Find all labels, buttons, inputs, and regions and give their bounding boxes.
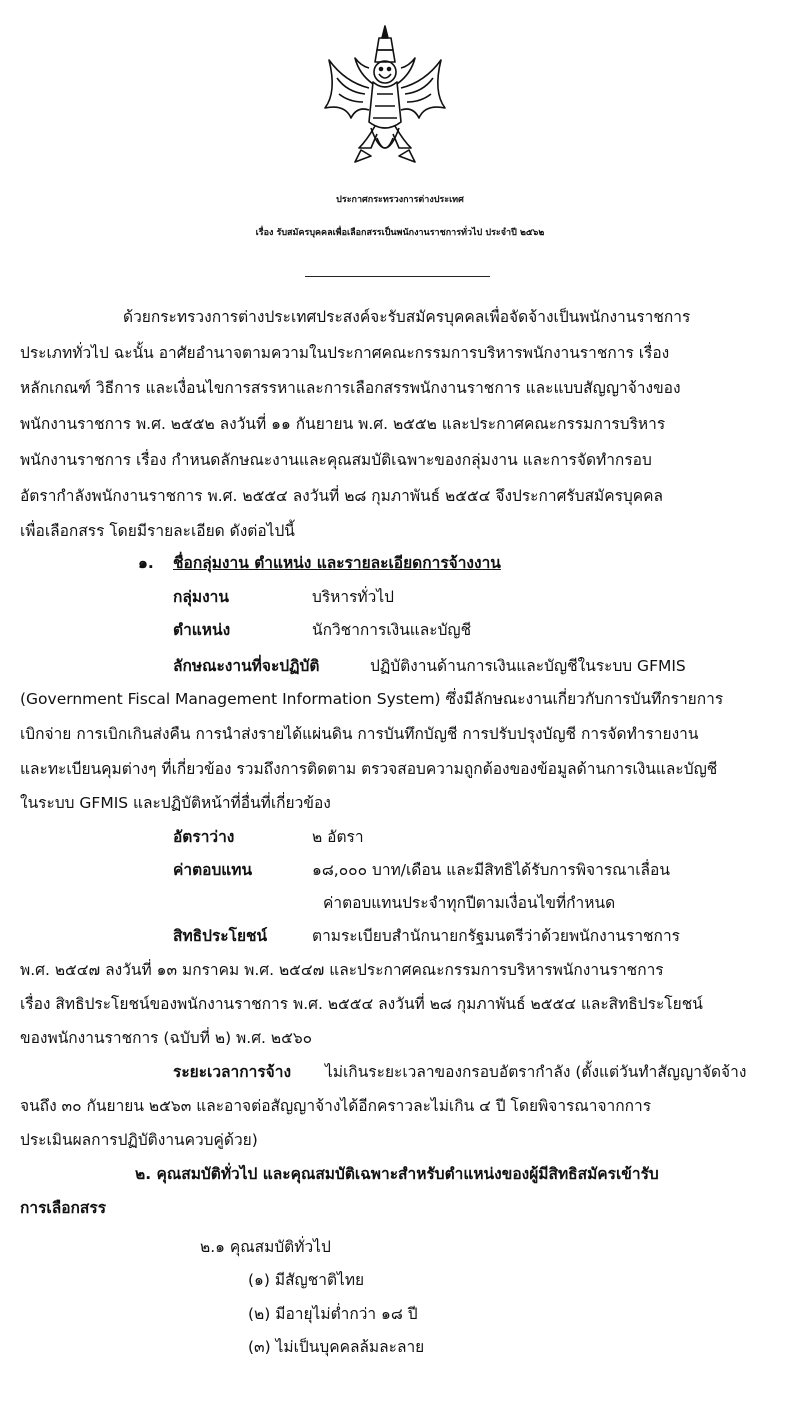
duty-line: (Government Fiscal Management Information System) ซึ่งมีลักษณะงานเกี่ยวกับการบันทึกรายการ bbox=[20, 690, 724, 708]
pay-label: ค่าตอบแทน bbox=[173, 861, 253, 879]
term-first-line: ไม่เกินระยะเวลาของกรอบอัตรากำลัง (ตั้งแต่วันทำสัญญาจัดจ้าง bbox=[325, 1063, 747, 1081]
section-2-heading: ๒. คุณสมบัติทั่วไป และคุณสมบัติเฉพาะสำหรับตำแหน่งของผู้มีสิทธิสมัครเข้ารับ bbox=[135, 1165, 659, 1183]
group-label: กลุ่มงาน bbox=[173, 588, 229, 606]
page-subject: เรื่อง รับสมัครบุคคลเพื่อเลือกสรรเป็นพนักงานราชการทั่วไป ประจำปี ๒๕๖๒ bbox=[255, 228, 545, 238]
term-line: จนถึง ๓๐ กันยายน ๒๕๖๓ และอาจต่อสัญญาจ้างได้อีกคราวละไม่เกิน ๔ ปี โดยพิจารณาจากการ bbox=[20, 1097, 652, 1115]
pay-value-cont: ค่าตอบแทนประจำทุกปีตามเงื่อนไขที่กำหนด bbox=[323, 894, 616, 912]
term-label: ระยะเวลาการจ้าง bbox=[173, 1063, 292, 1081]
term-line: ประเมินผลการปฏิบัติงานควบคู่ด้วย) bbox=[20, 1131, 258, 1149]
intro-line: อัตรากำลังพนักงานราชการ พ.ศ. ๒๕๕๔ ลงวันที่ ๒๘ กุมภาพันธ์ ๒๕๕๔ จึงประกาศรับสมัครบุคคล bbox=[20, 487, 664, 505]
list-item: (๒) มีอายุไม่ต่ำกว่า ๑๘ ปี bbox=[248, 1305, 418, 1323]
title-divider bbox=[305, 276, 490, 277]
intro-line: พนักงานราชการ พ.ศ. ๒๕๕๒ ลงวันที่ ๑๑ กันยายน พ.ศ. ๒๕๕๒ และประกาศคณะกรรมการบริหาร bbox=[20, 415, 666, 433]
duty-line: เบิกจ่าย การเบิกเกินส่งคืน การนำส่งรายได้แผ่นดิน การบันทึกบัญชี การปรับปรุงบัญชี การจัดทำรายงาน bbox=[20, 725, 699, 743]
position-value: นักวิชาการเงินและบัญชี bbox=[312, 621, 472, 639]
vacancy-value: ๒ อัตรา bbox=[312, 828, 364, 846]
intro-line: ด้วยกระทรวงการต่างประเทศประสงค์จะรับสมัครบุคคลเพื่อจัดจ้างเป็นพนักงานราชการ bbox=[123, 308, 691, 326]
duty-line: ในระบบ GFMIS และปฏิบัติหน้าที่อื่นที่เกี่ยวข้อง bbox=[20, 794, 331, 812]
duty-line: และทะเบียนคุมต่างๆ ที่เกี่ยวข้อง รวมถึงการติดตาม ตรวจสอบความถูกต้องของข้อมูลด้านการเงินและบัญชี bbox=[20, 760, 718, 778]
duty-label: ลักษณะงานที่จะปฏิบัติ bbox=[173, 657, 320, 675]
benefit-line: ของพนักงานราชการ (ฉบับที่ ๒) พ.ศ. ๒๕๖๐ bbox=[20, 1029, 313, 1047]
page-title: ประกาศกระทรวงการต่างประเทศ bbox=[336, 195, 464, 205]
vacancy-label: อัตราว่าง bbox=[173, 828, 235, 846]
list-item: (๓) ไม่เป็นบุคคลล้มละลาย bbox=[248, 1338, 425, 1356]
section-2-heading-cont: การเลือกสรร bbox=[20, 1199, 107, 1217]
benefit-line: พ.ศ. ๒๕๔๗ ลงวันที่ ๑๓ มกราคม พ.ศ. ๒๕๔๗ และประกาศคณะกรรมการบริหารพนักงานราชการ bbox=[20, 961, 664, 979]
intro-line: หลักเกณฑ์ วิธีการ และเงื่อนไขการสรรหาและการเลือกสรรพนักงานราชการ และแบบสัญญาจ้างของ bbox=[20, 379, 681, 397]
benefit-first-line: ตามระเบียบสำนักนายกรัฐมนตรีว่าด้วยพนักงานราชการ bbox=[312, 927, 680, 945]
duty-first-line: ปฏิบัติงานด้านการเงินและบัญชีในระบบ GFMIS bbox=[370, 657, 686, 675]
intro-line: เพื่อเลือกสรร โดยมีรายละเอียด ดังต่อไปนี้ bbox=[20, 522, 295, 540]
intro-line: พนักงานราชการ เรื่อง กำหนดลักษณะงานและคุณสมบัติเฉพาะของกลุ่มงาน และการจัดทำกรอบ bbox=[20, 451, 652, 469]
benefit-line: เรื่อง สิทธิประโยชน์ของพนักงานราชการ พ.ศ. ๒๕๕๔ ลงวันที่ ๒๘ กุมภาพันธ์ ๒๕๕๔ และสิทธิประโยชน์ bbox=[20, 995, 703, 1013]
intro-line: ประเภททั่วไป ฉะนั้น อาศัยอำนาจตามความในประกาศคณะกรรมการบริหารพนักงานราชการ เรื่อง bbox=[20, 344, 670, 362]
section-1-heading: ชื่อกลุ่มงาน ตำแหน่ง และรายละเอียดการจ้างงาน bbox=[173, 554, 501, 572]
position-label: ตำแหน่ง bbox=[173, 621, 231, 639]
pay-value: ๑๘,๐๐๐ บาท/เดือน และมีสิทธิได้รับการพิจารณาเลื่อน bbox=[312, 861, 670, 879]
section-1-number: ๑. bbox=[138, 554, 154, 572]
benefit-label: สิทธิประโยชน์ bbox=[173, 927, 268, 945]
garuda-emblem-icon bbox=[315, 22, 455, 172]
list-item: (๑) มีสัญชาติไทย bbox=[248, 1271, 365, 1289]
sub-heading-general-qualifications: ๒.๑ คุณสมบัติทั่วไป bbox=[200, 1238, 331, 1256]
group-value: บริหารทั่วไป bbox=[312, 588, 394, 606]
